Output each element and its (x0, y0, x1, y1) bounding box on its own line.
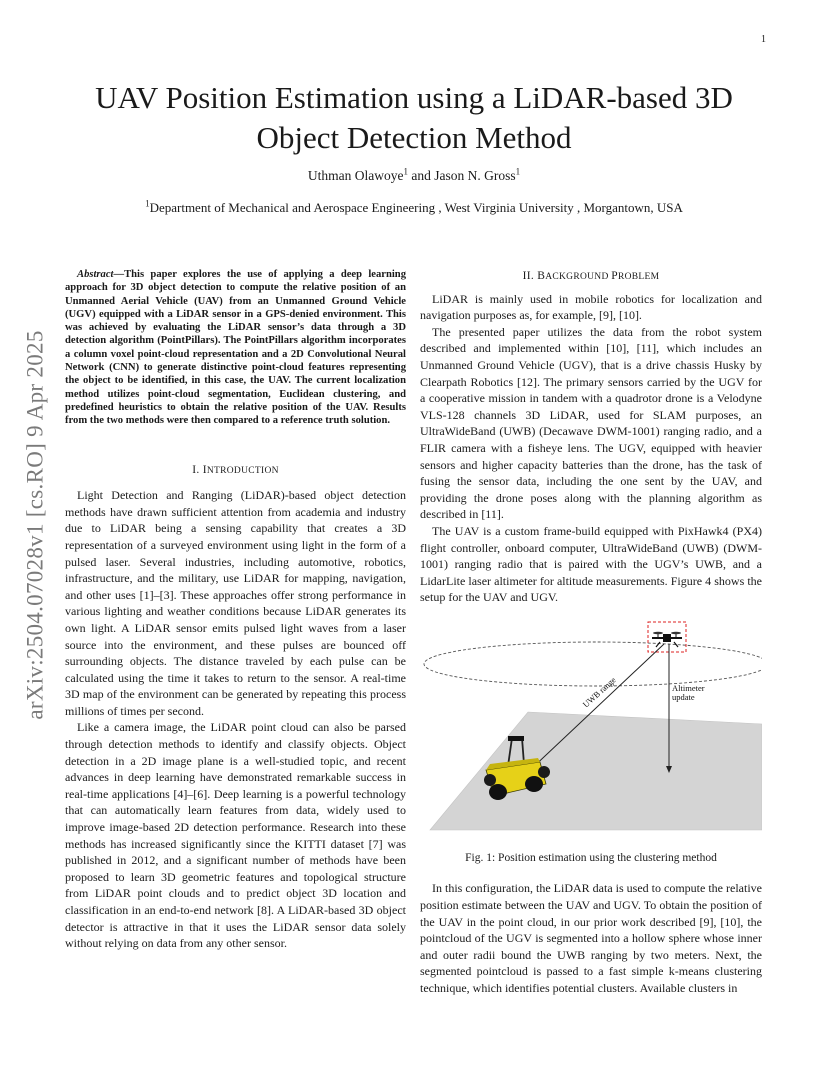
section-title-rest: ROBLEM (617, 272, 660, 282)
section-title-initial: B (537, 270, 546, 282)
affiliation-text: Department of Mechanical and Aerospace Engineering , West Virginia University , Morgantown, USA (149, 200, 683, 215)
abstract (65, 268, 406, 428)
ground-plane (430, 712, 762, 830)
abstract-lead: Abstract (77, 269, 114, 280)
right-column (420, 268, 762, 997)
section-number: II. (522, 270, 538, 282)
author-conjunction: and (407, 168, 435, 183)
author-name: Uthman Olawoye (307, 168, 404, 183)
uwb-range-label: UWB range (580, 674, 618, 710)
section-title-initial: P (611, 270, 618, 282)
section-number: I. (192, 463, 203, 476)
range-ellipse (424, 642, 762, 686)
altimeter-label: Altimeter (672, 682, 705, 693)
section-title-initial: I (202, 463, 207, 476)
section-title-rest: NTRODUCTION (206, 465, 279, 476)
section-title-rest: ACKGROUND (545, 272, 612, 282)
arxiv-identifier (22, 290, 50, 760)
abstract-body: —This paper explores the use of applying a deep learning approach for 3D object detection to compute the relative position of an Unmanned Aerial Vehicle (UAV) from an Unmanned Ground Vehicle (UGV) equipped with a LiDAR sensor in a GPS-denied environment. This was achieved by evaluating the LiDAR sensor’s data through a 3D detection algorithm (PointPillars). The PointPillars algorithm incorporates a column voxel point-cloud representation and a 2D Convolutional Neural Network (CNN) to generate distinctive point-cloud features representing the object to be identified, in this case, the UAV. The current localization method utilizes point-cloud segmentation, Euclidean clustering, and predefined heuristics to obtain the relative position of the UAV. Results from the two methods were then compared to a reference truth solution. (65, 269, 406, 427)
paragraph: Light Detection and Ranging (LiDAR)-based object detection methods have drawn sufficient attention from academia and industry due to LiDAR being a sensing capability that creates a 3D representation of a surveyed environment using light in the form of a pulsed laser. Several industries, including automotive, robotics, infrastructure, and the military, use LiDAR for mapping, navigation, and other uses [1]–[3]. These approaches offer strong performance in various lighting and weather conditions because LiDAR generates its own light. A LiDAR sensor emits pulsed light waves from a laser source into the environment, and these pulses are bounced off surrounding objects. The distance traveled by each pulse can be calculated using the time it takes to return to the sensor. A real-time 3D map of the environment can be generated by repeating this process millions of times per second. (65, 488, 406, 718)
affiliation-mark: 1 (145, 198, 150, 209)
author-affiliation-mark: 1 (403, 166, 408, 177)
author-list (60, 168, 768, 184)
affiliation (60, 200, 768, 216)
figure-caption: Fig. 1: Position estimation using the clustering method (465, 851, 717, 864)
author-affiliation-mark: 1 (515, 166, 521, 177)
section-heading-introduction (65, 462, 406, 480)
uav-drone-icon (652, 632, 682, 647)
figure-uav-ugv (420, 620, 762, 846)
page-number: 1 (761, 34, 766, 45)
title-line-2: Object Detection Method (256, 120, 572, 155)
altimeter-update-label: update (672, 691, 695, 702)
paragraph: In this configuration, the LiDAR data is used to compute the relative position estimate between the UAV and UGV. To obtain the position of the UAV in the point cloud, in our prior work described [9], [10], the pointcloud of the UGV is segmented into a hollow sphere whose inner and outer radii bound the UWB ranging by two meters. Next, the segmented pointcloud is passed to a fast simple k-means clustering technique, which identifies potential clusters. Available clusters in (420, 881, 762, 996)
paragraph: LiDAR is mainly used in mobile robotics for localization and navigation purposes as, for example, [9], [10]. (420, 291, 762, 323)
paragraph: Like a camera image, the LiDAR point cloud can also be parsed through detection methods to identify and classify objects. Object detection in a 2D image plane is a well-studied topic, and recent advances in deep learning have demonstrated remarkable success in real-time applications [4]–[6]. Deep learning is a powerful technology that can automatically learn features from data, widely used to improve image-based 2D detection performance. Research into these methods has increased significantly since the KITTI dataset [7] was published in 2012, and a significant number of methods have been proposed to learn 3D geometric features and topological structure from LiDAR point clouds and to predict object 3D location and classification in an end-to-end network [8]. A LiDAR-based 3D object detector is attractive in that it uses the LiDAR sensor data solely without relying on data from any other sensor. (65, 720, 406, 951)
paragraph: The presented paper utilizes the data from the robot system described and implemented within [10], [11], which includes an Unmanned Ground Vehicle (UGV), that is a drive chassis Husky by Clearpath Robotics [12]. The primary sensors carried by the UGV for a cooperative mission in tandem with a quadrotor drone is a Velodyne VLS-128 channels 3D LiDAR, used for SLAM purposes, an UltraWideBand (UWB) (Decawave DWM-1001) ranging radio, and a FLIR camera with a fisheye lens. The UGV, equipped with heavier sensors and higher capacity batteries than the drone, has the task of fusing the sensor data, including the one sent by the UAV, and providing the drone poses along with the planning algorithm as described in [11]. (420, 324, 762, 522)
arxiv-identifier-text: arXiv:2504.07028v1 [cs.RO] 9 Apr 2025 (23, 330, 49, 720)
author-name: Jason N. Gross (434, 168, 516, 183)
title-line-1: UAV Position Estimation using a LiDAR-based 3D (95, 80, 733, 115)
section-heading-background (420, 268, 762, 286)
figure-illustration (420, 620, 762, 846)
paragraph: The UAV is a custom frame-build equipped with PixHawk4 (PX4) flight controller, onboard computer, UltraWideBand (UWB) (DWM-1001) ranging radio that is paired with the UGV’s UWB, and a LidarLite laser altimeter for altitude measurements. Figure 4 shows the setup for the UAV and UGV. (420, 523, 762, 605)
paper-title (60, 78, 768, 158)
left-column (65, 268, 406, 952)
